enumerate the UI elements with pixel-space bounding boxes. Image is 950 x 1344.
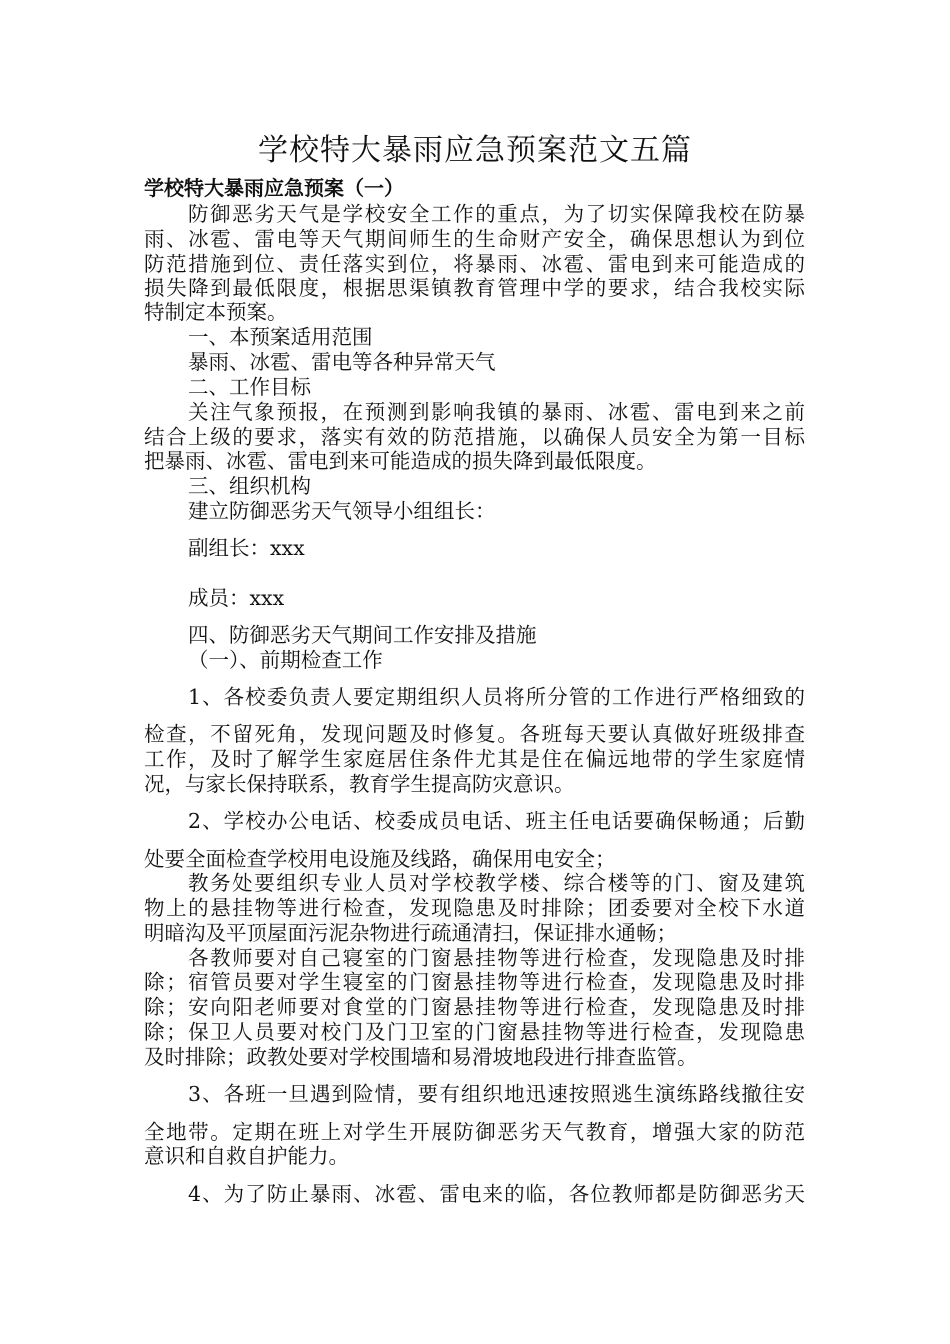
paragraph-line: 特制定本预案。 (144, 300, 288, 324)
paragraph-line: 明暗沟及平顶屋面污泥杂物进行疏通清扫，保证排水通畅； (144, 921, 677, 945)
paragraph-line: 教务处要组织专业人员对学校教学楼、综合楼等的门、窗及建筑 (188, 871, 805, 895)
paragraph-line: 结合上级的要求，落实有效的防范措施，以确保人员安全为第一目标 (144, 425, 805, 449)
paragraph-line: 把暴雨、冰雹、雷电到来可能造成的损失降到最低限度。 (144, 449, 657, 473)
paragraph-line: 损失降到最低限度，根据思渠镇教育管理中学的要求，结合我校实际 (144, 276, 805, 300)
paragraph-line: 况，与家长保持联系，教育学生提高防灾意识。 (144, 772, 575, 796)
section-item: （一）、前期检查工作 (188, 648, 383, 672)
paragraph-line: 成员：xxx (188, 586, 285, 610)
paragraph-line: 各教师要对自己寝室的门窗悬挂物等进行检查，发现隐患及时排 (188, 946, 805, 970)
paragraph-line: 暴雨、冰雹、雷电等各种异常天气 (188, 350, 496, 374)
paragraph-line: 防范措施到位、责任落实到位，将暴雨、冰雹、雷电到来可能造成的 (144, 252, 805, 276)
paragraph-line: 2、学校办公电话、校委成员电话、班主任电话要确保畅通；后勤 (188, 809, 805, 833)
section-item: 三、组织机构 (188, 474, 311, 498)
paragraph-line: 防御恶劣天气是学校安全工作的重点，为了切实保障我校在防暴 (188, 202, 805, 226)
paragraph-line: 全地带。定期在班上对学生开展防御恶劣天气教育，增强大家的防范 (144, 1120, 805, 1144)
paragraph-line: 关注气象预报，在预测到影响我镇的暴雨、冰雹、雷电到来之前 (188, 400, 805, 424)
paragraph-line: 副组长：xxx (188, 536, 305, 560)
paragraph-line: 除；保卫人员要对校门及门卫室的门窗悬挂物等进行检查，发现隐患 (144, 1020, 805, 1044)
paragraph-line: 除；宿管员要对学生寝室的门窗悬挂物等进行检查，发现隐患及时排 (144, 970, 805, 994)
section-item: 二、工作目标 (188, 375, 311, 399)
section-item: 一、本预案适用范围 (188, 325, 373, 349)
paragraph-line: 4、为了防止暴雨、冰雹、雷电来的临，各位教师都是防御恶劣天 (188, 1182, 805, 1206)
paragraph-line: 3、各班一旦遇到险情，要有组织地迅速按照逃生演练路线撤往安 (188, 1082, 805, 1106)
paragraph-line: 物上的悬挂物等进行检查，发现隐患及时排除；团委要对全校下水道 (144, 896, 805, 920)
paragraph-line: 雨、冰雹、雷电等天气期间师生的生命财产安全，确保思想认为到位 (144, 227, 805, 251)
paragraph-line: 检查，不留死角，发现问题及时修复。各班每天要认真做好班级排查 (144, 722, 805, 746)
paragraph-line: 处要全面检查学校用电设施及线路，确保用电安全； (144, 847, 616, 871)
paragraph-line: 及时排除；政教处要对学校围墙和易滑坡地段进行排查监管。 (144, 1045, 698, 1069)
document-title: 学校特大暴雨应急预案范文五篇 (258, 133, 692, 168)
paragraph-line: 建立防御恶劣天气领导小组组长： (188, 499, 496, 523)
section-item: 四、防御恶劣天气期间工作安排及措施 (188, 623, 537, 647)
paragraph-line: 除；安向阳老师要对食堂的门窗悬挂物等进行检查，发现隐患及时排 (144, 995, 805, 1019)
paragraph-line: 工作，及时了解学生家庭居住条件尤其是住在偏远地带的学生家庭情 (144, 747, 805, 771)
section-heading: 学校特大暴雨应急预案（一） (144, 176, 404, 200)
paragraph-line: 1、各校委负责人要定期组织人员将所分管的工作进行严格细致的 (188, 685, 805, 709)
paragraph-line: 意识和自救自护能力。 (144, 1144, 349, 1168)
